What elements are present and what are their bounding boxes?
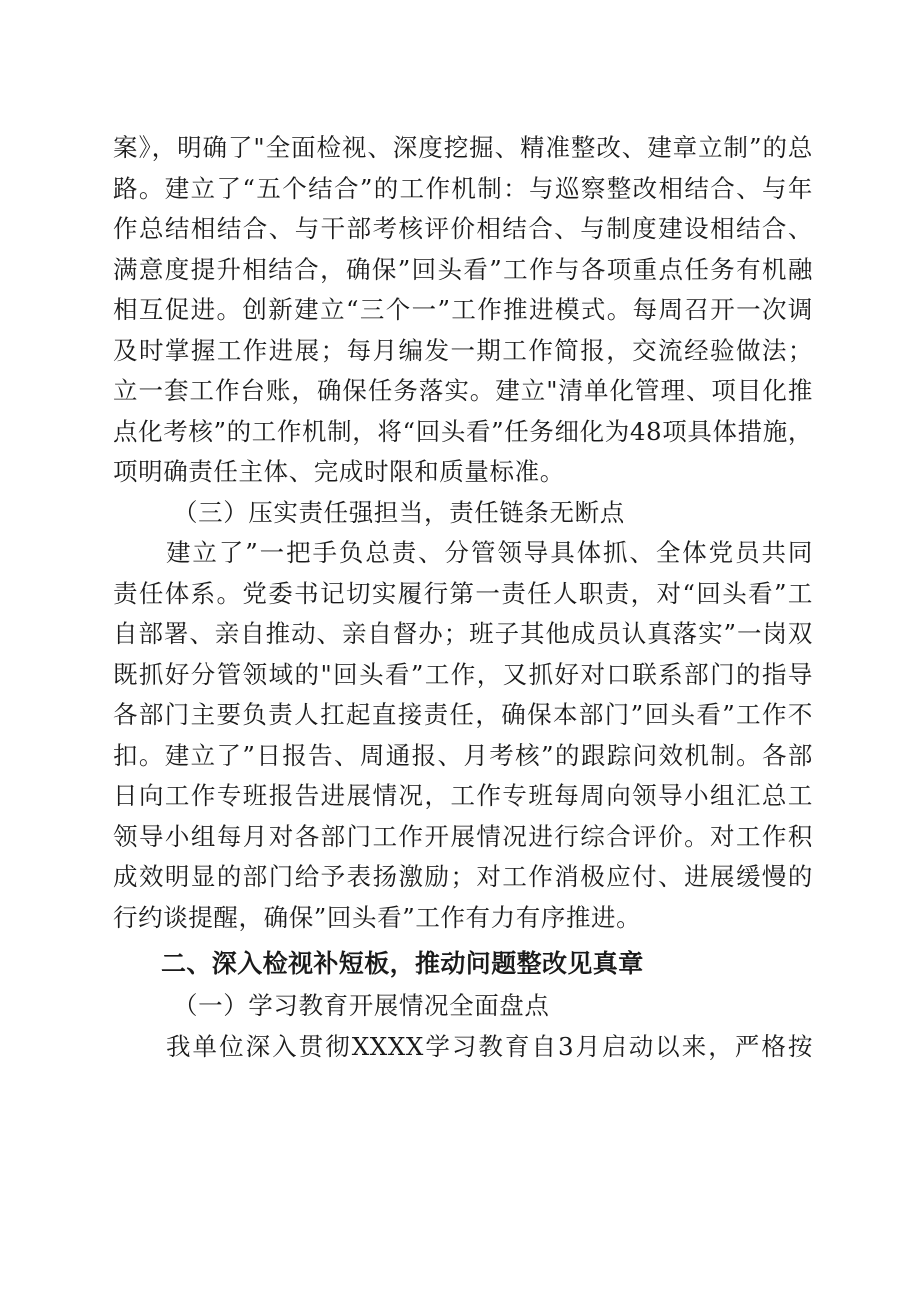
paragraph-line: 建立了”一把手负总责、分管领导具体抓、全体党员共同 — [166, 538, 813, 567]
paragraph-line: 路。建立了“五个结合”的工作机制：与巡察整改相结合、与年 — [113, 173, 813, 203]
paragraph-2 — [113, 533, 813, 938]
paragraph-line: 既抓好分管领域的"回头看”工作，又抓好对口联系部门的指导 — [113, 659, 813, 689]
document-body — [113, 128, 813, 1067]
paragraph-line: 各部门主要负责人扛起直接责任，确保本部门”回头看”工作不 — [113, 700, 813, 729]
paragraph-line: 作总结相结合、与干部考核评价相结合、与制度建设相结合、 — [113, 214, 813, 243]
paragraph-line: 领导小组每月对各部门工作开展情况进行综合评价。对工作积 — [113, 821, 813, 851]
paragraph-line: 项明确责任主体、完成时限和质量标准。 — [113, 457, 565, 486]
paragraph-line: 相互促进。创新建立“三个一”工作推进模式。每周召开一次调 — [113, 295, 813, 324]
paragraph-line: 满意度提升相结合，确保”回头看”工作与各项重点任务有机融 — [113, 254, 813, 284]
paragraph-line: 案》，明确了"全面检视、深度挖掘、精准整改、建章立制”的总 — [113, 133, 813, 162]
paragraph-line: 自部署、亲自推动、亲自督办；班子其他成员认真落实”一岗双 — [113, 619, 813, 648]
paragraph-line: 日向工作专班报告进展情况，工作专班每周向领导小组汇总工 — [113, 781, 813, 810]
paragraph-line: 及时掌握工作进展；每月编发一期工作简报，交流经验做法； — [113, 335, 813, 365]
paragraph-line: 责任体系。党委书记切实履行第一责任人职责，对“回头看”工 — [113, 578, 813, 608]
paragraph-1 — [113, 128, 813, 493]
paragraph-line: 点化考核”的工作机制，将“回头看”任务细化为48项具体措施， — [113, 416, 813, 446]
paragraph-line: 我单位深入贯彻XXXX学习教育自3月启动以来，严格按 — [166, 1031, 813, 1061]
paragraph-line: 立一套工作台账，确保任务落实。建立"清单化管理、项目化推 — [113, 376, 813, 405]
subheading-responsibility: （三）压实责任强担当，责任链条无断点 — [173, 497, 625, 527]
paragraph-line: 成效明显的部门给予表扬激励；对工作消极应付、进展缓慢的 — [113, 862, 813, 891]
section-heading-2: 二、深入检视补短板，推动问题整改见真章 — [161, 949, 644, 978]
paragraph-line: 行约谈提醒，确保”回头看”工作有力有序推进。 — [113, 902, 642, 932]
paragraph-3 — [113, 1027, 813, 1068]
paragraph-line: 扣。建立了”日报告、周通报、月考核”的跟踪问效机制。各部 — [113, 740, 813, 770]
subheading-study-education: （一）学习教育开展情况全面盘点 — [173, 991, 550, 1020]
